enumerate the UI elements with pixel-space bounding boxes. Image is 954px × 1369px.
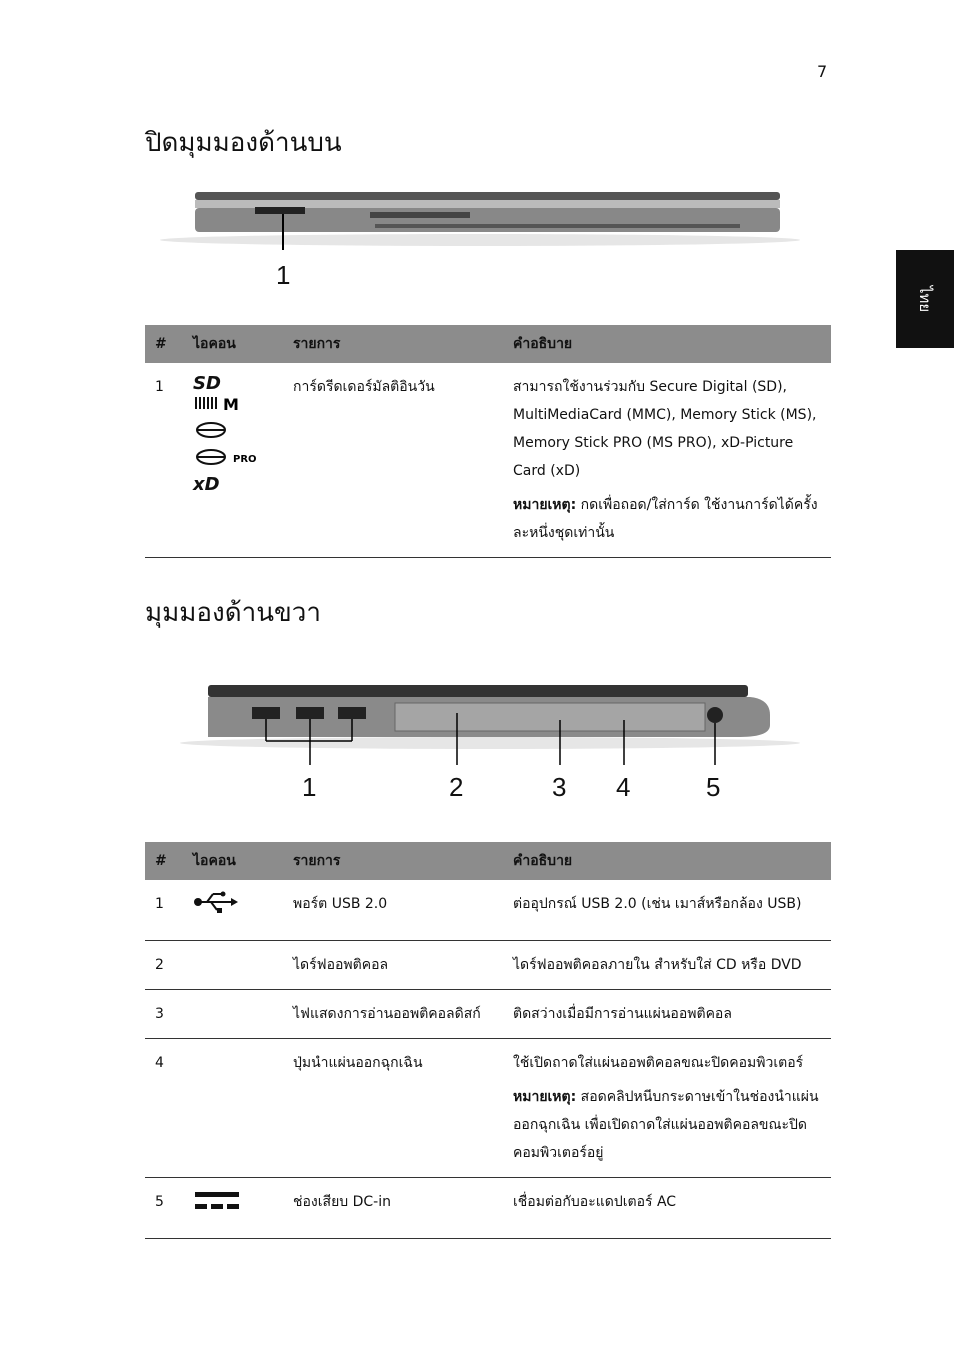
memory-stick-pro-logo-icon [193, 447, 273, 474]
table-row [145, 1039, 831, 1178]
usb-icon [183, 880, 283, 941]
row-description: เชื่อมต่อกับอะแดปเตอร์ AC [503, 1178, 831, 1239]
col-icon: ไอคอน [183, 325, 283, 363]
right-callout-5: 5 [706, 772, 721, 802]
row-number: 3 [145, 990, 183, 1039]
col-description: คำอธิบาย [503, 842, 831, 880]
description-note [513, 1083, 821, 1167]
row-description [503, 1039, 831, 1178]
row-description: ไดร์ฟออพติคอลภายใน สำหรับใส่ CD หรือ DVD [503, 941, 831, 990]
row-item: ไดร์ฟออพติคอล [283, 941, 503, 990]
row-item: พอร์ต USB 2.0 [283, 880, 503, 941]
right-table [145, 842, 831, 1239]
front-view-illustration [150, 180, 810, 250]
card-format-icons [183, 363, 283, 558]
note-label: หมายเหตุ: [513, 497, 577, 513]
row-item: ไฟแสดงการอ่านออพติคอลดิสก์ [283, 990, 503, 1039]
col-icon: ไอคอน [183, 842, 283, 880]
right-callout-4: 4 [616, 772, 631, 802]
page-number: 7 [817, 62, 828, 81]
row-description: ต่ออุปกรณ์ USB 2.0 (เช่น เมาส์หรือกล้อง USB) [503, 880, 831, 941]
mmc-logo-icon [193, 395, 273, 420]
row-item: ช่องเสียบ DC-in [283, 1178, 503, 1239]
col-description: คำอธิบาย [503, 325, 831, 363]
col-item: รายการ [283, 842, 503, 880]
row-description [503, 363, 831, 558]
svg-text:M: M [223, 395, 239, 413]
table-row [145, 941, 831, 990]
section-title-front: ปิดมุมมองด้านบน [145, 128, 342, 158]
row-number: 2 [145, 941, 183, 990]
section-title-right: มุมมองด้านขวา [145, 598, 321, 628]
note-label: หมายเหตุ: [513, 1089, 577, 1105]
col-item: รายการ [283, 325, 503, 363]
front-table [145, 325, 831, 558]
language-tab [896, 250, 954, 348]
pro-label: PRO [233, 454, 257, 465]
table-row [145, 880, 831, 941]
right-callout-1: 1 [302, 772, 317, 802]
row-number: 4 [145, 1039, 183, 1178]
row-description: ติดสว่างเมื่อมีการอ่านแผ่นออพติคอล [503, 990, 831, 1039]
table-row [145, 1178, 831, 1239]
language-tab-label: ไทย [916, 285, 934, 313]
note-text: สอดคลิปหนีบกระดาษเข้าในช่องนำแผ่นออกฉุกเฉิน เพื่อเปิดถาดใส่แผ่นออพติคอลขณะปิดคอมพิวเตอร์อยู่ [513, 1089, 819, 1161]
note-text: กดเพื่อถอด/ใส่การ์ด ใช้งานการ์ดได้ครั้งละหนึ่งชุดเท่านั้น [513, 497, 818, 541]
memory-stick-logo-icon [193, 420, 273, 447]
sd-logo-icon: SD [193, 373, 221, 394]
description-note [513, 491, 821, 547]
row-number: 1 [145, 363, 183, 558]
col-number: # [145, 842, 183, 880]
dc-icon [183, 1178, 283, 1239]
row-number: 1 [145, 880, 183, 941]
right-callout-2: 2 [449, 772, 464, 802]
xd-logo-icon: xD [193, 474, 220, 495]
row-item: การ์ดรีดเดอร์มัลติอินวัน [283, 363, 503, 558]
right-callout-3: 3 [552, 772, 567, 802]
description-text: สามารถใช้งานร่วมกับ Secure Digital (SD), MultiMediaCard (MMC), Memory Stick (MS), Memory Stick PRO (MS PRO), xD-Picture Card (xD) [513, 379, 817, 479]
col-number: # [145, 325, 183, 363]
front-callout-1: 1 [276, 260, 291, 290]
right-view-illustration [170, 665, 810, 775]
row-item: ปุ่มนำแผ่นออกฉุกเฉิน [283, 1039, 503, 1178]
table-row [145, 990, 831, 1039]
description-text: ใช้เปิดถาดใส่แผ่นออพติคอลขณะปิดคอมพิวเตอร์ [513, 1055, 804, 1071]
table-row [145, 363, 831, 558]
row-number: 5 [145, 1178, 183, 1239]
